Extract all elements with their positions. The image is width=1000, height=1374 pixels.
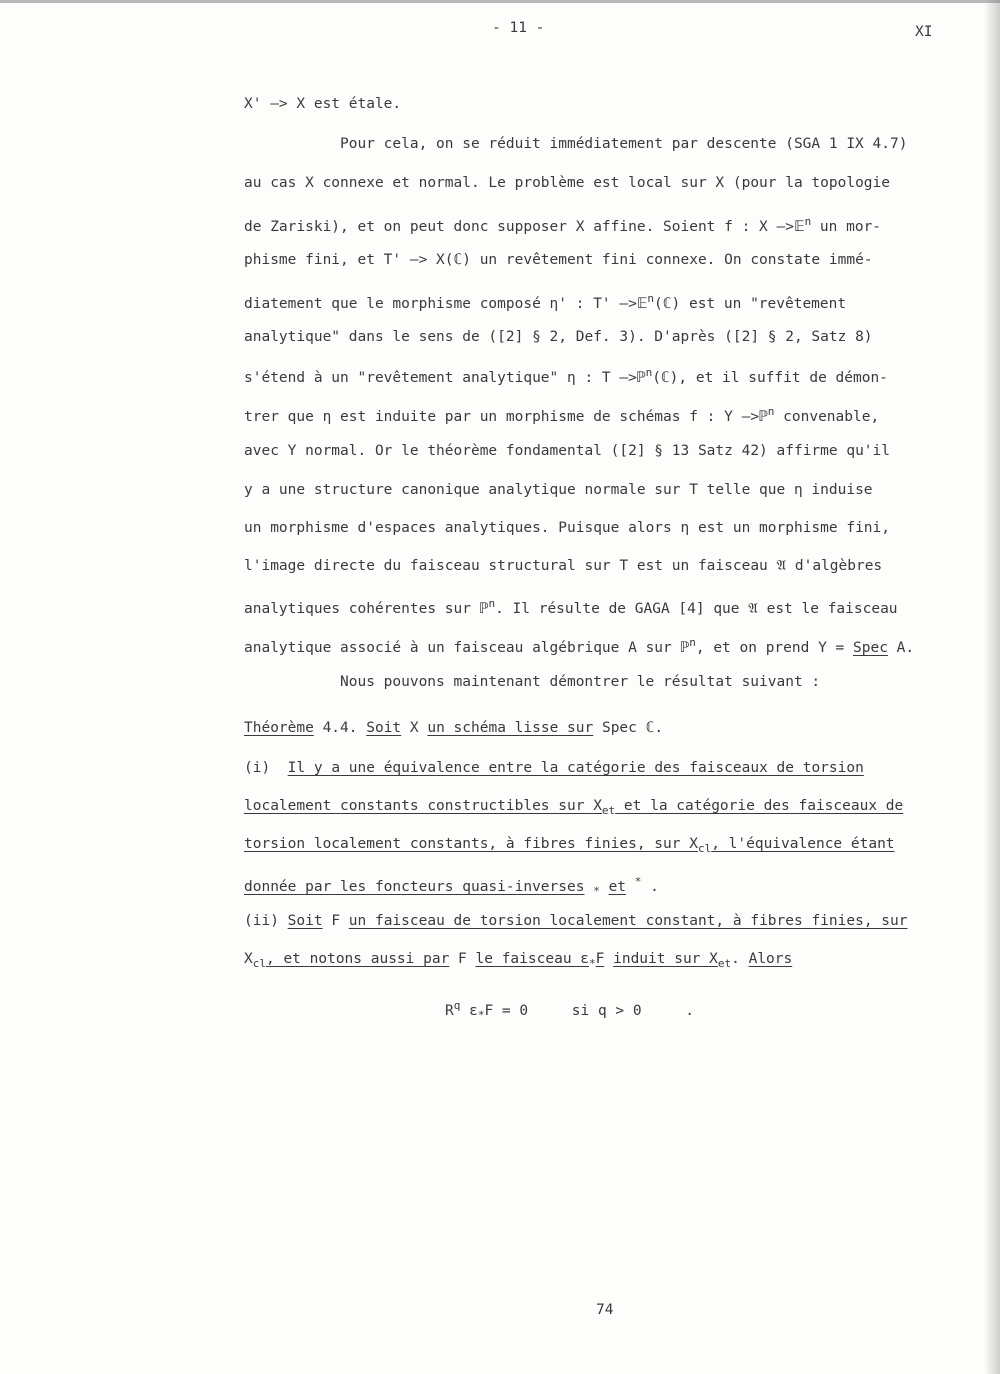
text-line: analytique" dans le sens de ([2] § 2, Def. 3). D'après ([2] § 2, Satz 8) — [244, 329, 873, 345]
text-line: un morphisme d'espaces analytiques. Puisque alors η est un morphisme fini, — [244, 520, 891, 536]
section-number: XI — [915, 24, 933, 40]
text-line: Nous pouvons maintenant démontrer le résultat suivant : — [340, 674, 821, 690]
text-line: analytiques cohérentes sur ℙ$^n$. Il résulte de GAGA [4] que 𝔄 est le faisceau — [244, 597, 898, 617]
theorem-line: $X_{cl}$, et notons aussi par F le faisceau $\varepsilon_*F$ induit sur $X_{et}$. Alors — [244, 951, 793, 970]
theorem-heading: Théorème 4.4. Soit X un schéma lisse sur Spec ℂ. — [244, 720, 664, 736]
text-line: y a une structure canonique analytique normale sur T telle que η induise — [244, 482, 873, 498]
text-line: s'étend à un "revêtement analytique" η : T —>ℙ$^n$(ℂ), et il suffit de démon- — [244, 366, 888, 386]
text-line: phisme fini, et T' —> X(ℂ) un revêtement fini connexe. On constate immé- — [244, 252, 873, 268]
text-line: diatement que le morphisme composé η' : T' —>𝔼$^n$(ℂ) est un "revêtement — [244, 292, 847, 312]
theorem-line: torsion localement constants, à fibres finies, sur $X_{cl}$, l'équivalence étant — [244, 836, 895, 855]
text-line: trer que η est induite par un morphisme de schémas f : Y —>ℙ$^n$ convenable, — [244, 405, 880, 425]
theorem-line: (i) Il y a une équivalence entre la catégorie des faisceaux de torsion — [244, 760, 864, 776]
text-line: au cas X connexe et normal. Le problème est local sur X (pour la topologie — [244, 175, 891, 191]
text-line: analytique associé à un faisceau algébrique A sur ℙ$^n$, et on prend Y = Spec A. — [244, 636, 915, 656]
text-line: de Zariski), et on peut donc supposer X affine. Soient f : X —>𝔼$^n$ un mor- — [244, 215, 882, 235]
page-number: 74 — [596, 1302, 614, 1318]
page-edge-shadow — [984, 0, 1000, 1374]
text-line: Pour cela, on se réduit immédiatement par descente (SGA 1 IX 4.7) — [340, 136, 908, 152]
theorem-line: localement constants constructibles sur $X_{et}$ et la catégorie des faisceaux de — [244, 798, 904, 817]
text-line: l'image directe du faisceau structural sur T est un faisceau 𝔄 d'algèbres — [244, 558, 883, 574]
theorem-line: (ii) Soit F un faisceau de torsion localement constant, à fibres finies, sur — [244, 913, 908, 929]
theorem-line: donnée par les foncteurs quasi-inverses $_*$ et * . — [244, 875, 659, 898]
top-rule — [0, 0, 1000, 3]
text-line: avec Y normal. Or le théorème fondamental ([2] § 13 Satz 42) affirme qu'il — [244, 443, 891, 459]
page-marker: - 11 - — [492, 20, 545, 36]
formula: $R^q$ $\varepsilon_*F = 0$ si q > 0 . — [445, 999, 694, 1022]
text-line: X' —> X est étale. — [244, 96, 402, 112]
